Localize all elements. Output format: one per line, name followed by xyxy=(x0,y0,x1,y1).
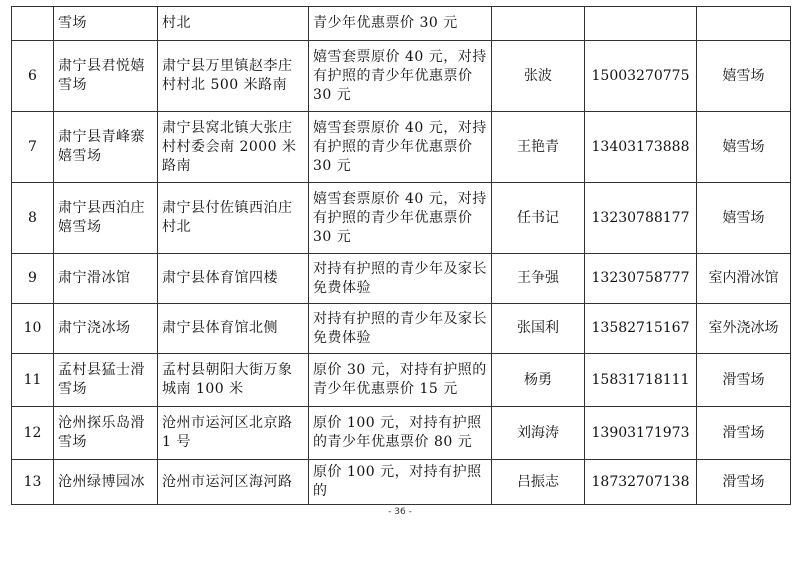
venue-type-cell: 滑雪场 xyxy=(697,407,791,460)
ticket-policy-cell: 嬉雪套票原价 40 元，对持有护照的青少年优惠票价 30 元 xyxy=(309,183,492,254)
ticket-policy-cell: 对持有护照的青少年及家长免费体验 xyxy=(309,304,492,354)
phone-number-cell: 13903171973 xyxy=(585,407,697,460)
venue-address-cell: 沧州市运河区海河路 xyxy=(158,460,309,505)
venue-address-cell: 村北 xyxy=(158,7,309,41)
venue-name-cell: 肃宁县君悦嬉雪场 xyxy=(54,41,158,112)
phone-number-cell: 18732707138 xyxy=(585,460,697,505)
ticket-policy-cell: 对持有护照的青少年及家长免费体验 xyxy=(309,254,492,304)
phone-number-cell: 15831718111 xyxy=(585,354,697,407)
table-row xyxy=(12,254,791,304)
contact-person-cell: 张波 xyxy=(492,41,585,112)
venue-address-cell: 肃宁县体育馆北侧 xyxy=(158,304,309,354)
row-number-cell: 6 xyxy=(12,41,54,112)
table-row xyxy=(12,7,791,41)
venue-type-cell xyxy=(697,7,791,41)
venue-table xyxy=(11,6,791,505)
table-row xyxy=(12,460,791,505)
row-number-cell: 11 xyxy=(12,354,54,407)
venue-type-cell: 室内滑冰馆 xyxy=(697,254,791,304)
page-number: - 36 - xyxy=(388,507,412,517)
ticket-policy-cell: 嬉雪套票原价 40 元，对持有护照的青少年优惠票价 30 元 xyxy=(309,41,492,112)
venue-name-cell: 肃宁县西泊庄嬉雪场 xyxy=(54,183,158,254)
ticket-policy-cell: 嬉雪套票原价 40 元，对持有护照的青少年优惠票价 30 元 xyxy=(309,112,492,183)
venue-address-cell: 肃宁县窝北镇大张庄村村委会南 2000 米路南 xyxy=(158,112,309,183)
venue-name-cell: 肃宁滑冰馆 xyxy=(54,254,158,304)
row-number-cell: 10 xyxy=(12,304,54,354)
venue-name-cell: 孟村县猛士滑雪场 xyxy=(54,354,158,407)
venue-type-cell: 嬉雪场 xyxy=(697,112,791,183)
row-number-cell: 13 xyxy=(12,460,54,505)
phone-number-cell: 13582715167 xyxy=(585,304,697,354)
row-number-cell: 9 xyxy=(12,254,54,304)
contact-person-cell: 吕振志 xyxy=(492,460,585,505)
venue-name-cell: 雪场 xyxy=(54,7,158,41)
venue-address-cell: 沧州市运河区北京路 1 号 xyxy=(158,407,309,460)
venue-type-cell: 室外浇冰场 xyxy=(697,304,791,354)
contact-person-cell xyxy=(492,7,585,41)
table-row xyxy=(12,407,791,460)
venue-type-cell: 嬉雪场 xyxy=(697,183,791,254)
table-row xyxy=(12,112,791,183)
contact-person-cell: 杨勇 xyxy=(492,354,585,407)
row-number-cell: 8 xyxy=(12,183,54,254)
venue-type-cell: 嬉雪场 xyxy=(697,41,791,112)
venue-address-cell: 肃宁县体育馆四楼 xyxy=(158,254,309,304)
contact-person-cell: 王争强 xyxy=(492,254,585,304)
venue-name-cell: 沧州绿博园冰 xyxy=(54,460,158,505)
venue-type-cell: 滑雪场 xyxy=(697,460,791,505)
phone-number-cell: 15003270775 xyxy=(585,41,697,112)
venue-type-cell: 滑雪场 xyxy=(697,354,791,407)
row-number-cell: 12 xyxy=(12,407,54,460)
venue-address-cell: 肃宁县付佐镇西泊庄村北 xyxy=(158,183,309,254)
ticket-policy-cell: 原价 100 元，对持有护照的青少年优惠票价 80 元 xyxy=(309,407,492,460)
contact-person-cell: 任书记 xyxy=(492,183,585,254)
venue-name-cell: 肃宁县青峰寨嬉雪场 xyxy=(54,112,158,183)
phone-number-cell: 13230758777 xyxy=(585,254,697,304)
table-row xyxy=(12,304,791,354)
venue-name-cell: 肃宁浇冰场 xyxy=(54,304,158,354)
ticket-policy-cell: 原价 30 元，对持有护照的青少年优惠票价 15 元 xyxy=(309,354,492,407)
contact-person-cell: 张国利 xyxy=(492,304,585,354)
contact-person-cell: 刘海涛 xyxy=(492,407,585,460)
table-row xyxy=(12,354,791,407)
contact-person-cell: 王艳青 xyxy=(492,112,585,183)
row-number-cell: 7 xyxy=(12,112,54,183)
ticket-policy-cell: 青少年优惠票价 30 元 xyxy=(309,7,492,41)
ticket-policy-cell: 原价 100 元，对持有护照的 xyxy=(309,460,492,505)
row-number-cell xyxy=(12,7,54,41)
table-row xyxy=(12,41,791,112)
venue-address-cell: 孟村县朝阳大街万象城南 100 米 xyxy=(158,354,309,407)
table-row xyxy=(12,183,791,254)
phone-number-cell xyxy=(585,7,697,41)
phone-number-cell: 13230788177 xyxy=(585,183,697,254)
venue-address-cell: 肃宁县万里镇赵李庄村村北 500 米路南 xyxy=(158,41,309,112)
phone-number-cell: 13403173888 xyxy=(585,112,697,183)
venue-name-cell: 沧州探乐岛滑雪场 xyxy=(54,407,158,460)
